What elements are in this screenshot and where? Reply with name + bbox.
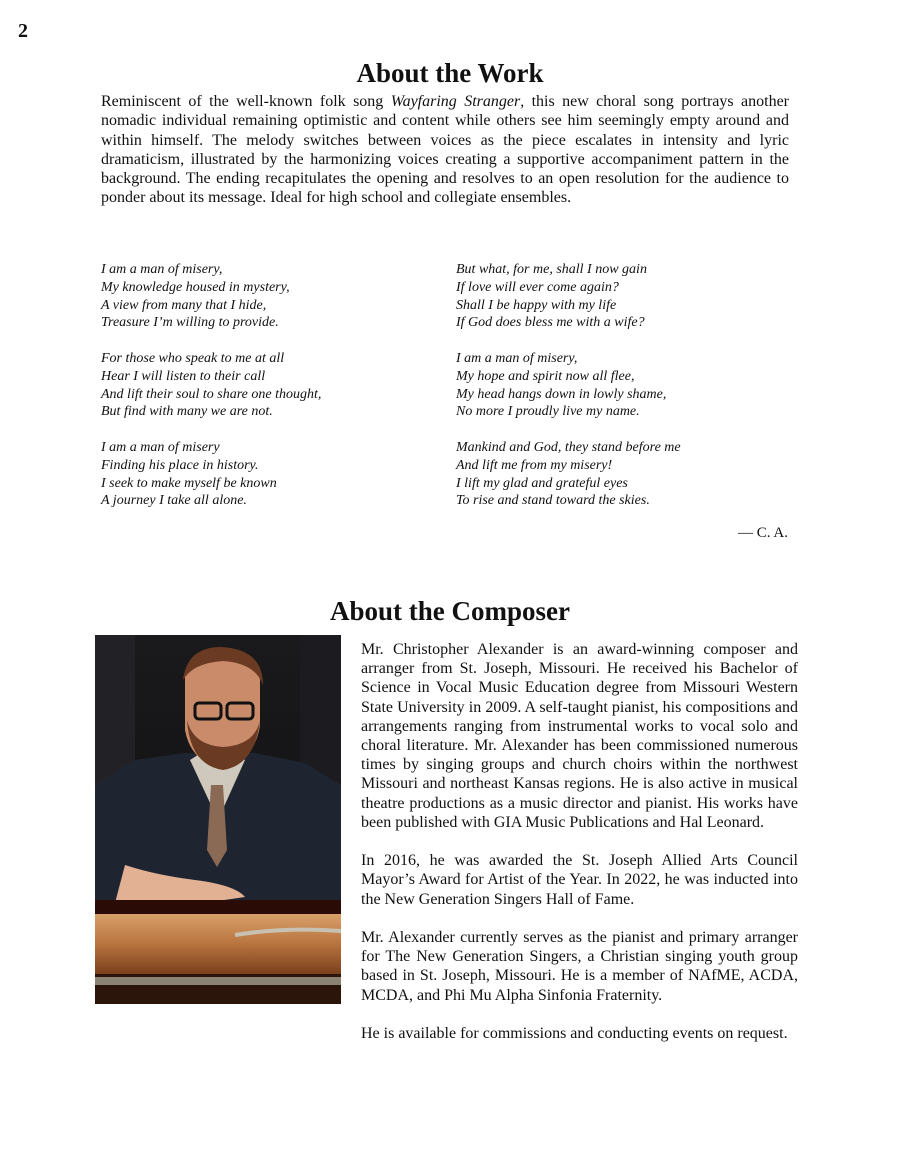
poem-line: A journey I take all alone. [101, 493, 247, 509]
poem-line: If love will ever come again? [456, 279, 619, 295]
bio-paragraph: He is available for commissions and conducting events on request. [361, 1025, 788, 1043]
poem-line: My head hangs down in lowly shame, [456, 386, 667, 402]
poem-attribution: — C. A. [737, 525, 788, 541]
page-number: 2 [18, 20, 28, 42]
poem-line: And lift their soul to share one thought, [101, 386, 322, 402]
poem-left-column [101, 261, 431, 528]
poem-line: I seek to make myself be known [101, 475, 277, 491]
poem-line: I lift my glad and grateful eyes [456, 475, 628, 491]
poem-stanza [456, 439, 786, 510]
poem-stanza [456, 261, 786, 332]
poem-line: To rise and stand toward the skies. [456, 493, 650, 509]
work-description-intro: Reminiscent of the well-known folk song [101, 93, 391, 110]
poem-line: A view from many that I hide, [101, 297, 267, 313]
poem-line: I am a man of misery, [456, 350, 578, 366]
poem-stanza [101, 439, 431, 510]
song-title: Wayfaring Stranger [390, 93, 521, 110]
poem-line: For those who speak to me at all [101, 350, 285, 366]
poem-line: Mankind and God, they stand before me [456, 439, 681, 455]
bio-paragraph: In 2016, he was awarded the St. Joseph Allied Arts Council Mayor’s Award for Artist of the Year. In 2022, he was inducted into the New Generation Singers Hall of Fame. [361, 852, 798, 908]
poem-line: Hear I will listen to their call [101, 368, 266, 384]
poem-stanza [101, 261, 431, 332]
poem-line: If God does bless me with a wife? [456, 315, 645, 331]
about-composer-heading: About the Composer [330, 596, 570, 626]
poem-line: But what, for me, shall I now gain [456, 262, 647, 277]
poem-stanza [101, 350, 431, 421]
work-description [101, 92, 789, 208]
composer-photo [95, 635, 341, 1004]
bio-paragraph: Mr. Alexander currently serves as the pianist and primary arranger for The New Generation Singers, a Christian singing youth group based in St. Joseph, Missouri. He is a member of NAfME, ACDA, MCDA, and Phi Mu Alpha Sinfonia Fraternity. [361, 929, 798, 1004]
poem-line: Treasure I’m willing to provide. [101, 315, 279, 331]
poem-line: Finding his place in history. [101, 457, 259, 473]
composer-bio [361, 640, 798, 1062]
poem-line: My hope and spirit now all flee, [456, 368, 635, 384]
work-description-body: , this new choral song portrays another nomadic individual remaining optimistic and content while others see him seemingly empty around and within himself. The melody switches between voices as the piece escalates in intensity and lyric dramaticism, illustrated by the harmonizing voices creating a supportive accompaniment pattern in the background. The ending recapitulates the opening and resolves to an open resolution for the audience to ponder about its message. Ideal for high school and collegiate ensembles. [101, 93, 790, 207]
poem-line: I am a man of misery [101, 439, 220, 455]
poem-line: I am a man of misery, [101, 262, 223, 277]
poem-line: Shall I be happy with my life [456, 297, 617, 313]
poem-line: My knowledge housed in mystery, [101, 279, 290, 295]
poem-right-column [456, 261, 786, 528]
poem-line: But find with many we are not. [101, 404, 273, 420]
poem-stanza [456, 350, 786, 421]
poem-line: No more I proudly live my name. [456, 404, 640, 420]
bio-paragraph: Mr. Christopher Alexander is an award-winning composer and arranger from St. Joseph, Missouri. He received his Bachelor of Science in Vocal Music Education degree from Missouri Western State University in 2009. A self-taught pianist, his compositions and arrangements ranging from instrumental works to vocal solo and choral literature. Mr. Alexander has been commissioned numerous times by singing groups and church choirs within the northwest Missouri and northeast Kansas regions. He is also active in musical theatre productions as a music director and pianist. His works have been published with GIA Music Publications and Hal Leonard. [361, 641, 798, 831]
about-work-heading: About the Work [356, 58, 544, 88]
poem-line: And lift me from my misery! [456, 457, 613, 473]
